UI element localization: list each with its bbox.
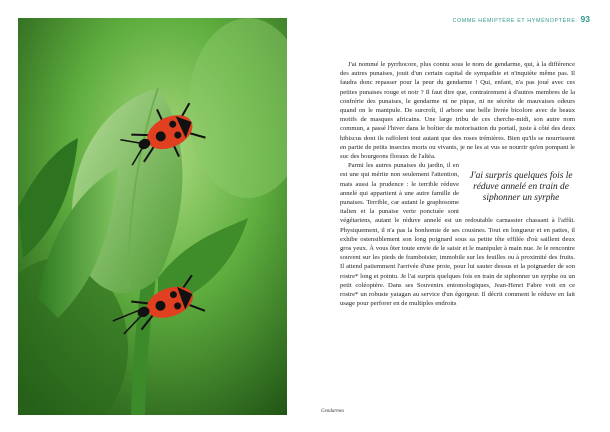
- paragraph-2: Parmi les autres punaises du jardin, il en est une qui mérite non seulement l'attention, mais aussi la prudence : le terrible réduve annelé qui appartient à une autre famille de punaises. Terrible, car autant le graphosome italien et la punaise verte ponctuée sont végétariens, autant le réduve annelé est un redoutable carnassier chassant à l'affût. Physiquement, il n'a pas la bonhomie de ses cousines. Tout en longueur et en pattes, il exhibe ostensiblement son long poignard sous sa petite tête effilée d'où saillent deux gros yeux. À vous ôter toute envie de le saisir et le manipuler à main nue. Je le rencontre souvent sur les pieds de framboisier, immobile sur les feuilles ou à proximité des fruits. Il attend patiemment l'arrivée d'une proie, pour lui sauter dessus et la poignarder de son rostre* long et pointu. Je l'ai surpris quelques fois en train de siphonner un syrphe ou un petit coléoptère. Dans ses Souvenirs entomologiques, Jean-Henri Fabre voit en ce rostre* un robuste yatagan au service d'un égorgeur. Il décrit comment le réduve en fait usage pour perforer en de multiples endroits: [340, 162, 575, 308]
- gendarme-bugs-photo: [18, 18, 287, 415]
- running-head: [453, 14, 591, 24]
- body-text: [340, 60, 575, 308]
- running-head-title: COMME HÉMIPTÈRE ET HYMÉNOPTÈRE: [452, 18, 576, 24]
- paragraph-1: J'ai nommé le pyrrhocore, plus connu sous le nom de gendarme, qui, à la différence des autres punaises, jouit d'un certain capital de sympathie et n'inquiète même pas. Il faudra donc repasser pour la peur du gendarme ! Qui, enfant, n'a pas joué avec ces petites punaises rouge et noir ? Il faut dire que, contrairement à d'autres membres de la confrérie des punaises, le gendarme ni ne pique, ni ne sécrète de mauvaises odeurs quand on le manipule. De surcroît, il arbore une belle livrée bicolore avec de beaux motifs de masques africains. Une large tribu de ces cherche-midi, son autre nom commun, a passé l'hiver dans le boîtier de motorisation du portail, juste à côté des deux hibiscus dont ils raffolent tout autant que des roses trémières. Bien qu'ils se nourrissent en partie de petits insectes morts ou vivants, je ne les ai vus se nourrir qu'en pompant le suc des bourgeons floraux de l'altéa.: [340, 61, 575, 161]
- page-number: 93: [580, 14, 590, 24]
- photo-illustration: [18, 18, 287, 415]
- photo-caption: Gendarmes: [321, 409, 345, 414]
- pull-quote: J'ai surpris quelques fois le réduve annelé en train de siphonner un syrphe: [469, 171, 573, 204]
